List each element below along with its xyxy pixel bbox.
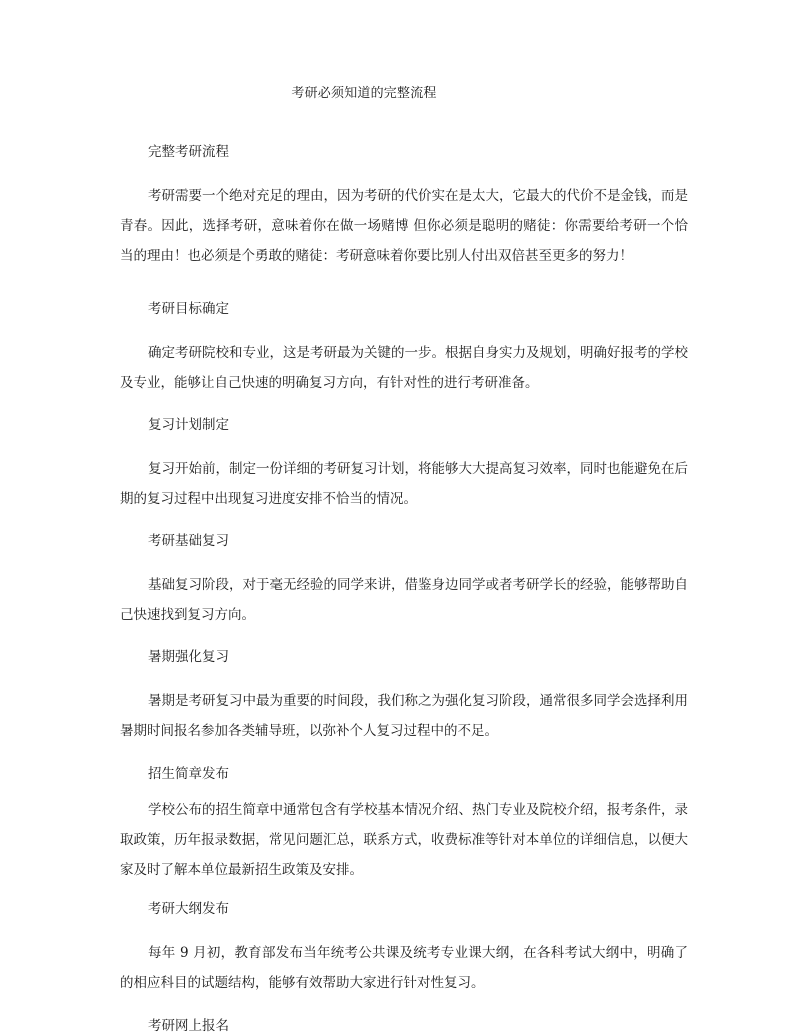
section-body-3: 复习开始前，制定一份详细的考研复习计划，将能够大大提高复习效率，同时也能避免在后期的复习过程中出现复习进度安排不恰当的情况。: [120, 461, 688, 507]
section-heading-2: 考研目标确定: [148, 301, 229, 317]
section-body-1: 考研需要一个绝对充足的理由，因为考研的代价实在是太大，它最大的代价不是金钱，而是青春。因此，选择考研，意味着你在做一场赌博 但你必须是聪明的赌徒：你需要给考研一个恰当的理由！也必须是个勇敢的赌徒：考研意味着你要比别人付出双倍甚至更多的努力！: [120, 188, 688, 264]
section-body-6: 学校公布的招生简章中通常包含有学校基本情况介绍、热门专业及院校介绍，报考条件，录取政策，历年报录数据，常见问题汇总，联系方式，收费标准等针对本单位的详细信息，以便大家及时了解本单位最新招生政策及安排。: [120, 802, 688, 878]
section-body-4: 基础复习阶段，对于毫无经验的同学来讲，借鉴身边同学或者考研学长的经验，能够帮助自己快速找到复习方向。: [120, 577, 688, 623]
section-heading-7: 考研大纲发布: [148, 901, 229, 917]
section-heading-8: 考研网上报名: [148, 1018, 229, 1034]
section-heading-6: 招生简章发布: [148, 766, 229, 782]
section-body-5: 暑期是考研复习中最为重要的时间段，我们称之为强化复习阶段，通常很多同学会选择利用暑期时间报名参加各类辅导班，以弥补个人复习过程中的不足。: [120, 693, 688, 739]
section-heading-1: 完整考研流程: [148, 144, 229, 160]
section-body-7: 每年 9 月初，教育部发布当年统考公共课及统考专业课大纲，在各科考试大纲中，明确了的相应科目的试题结构，能够有效帮助大家进行针对性复习。: [120, 945, 688, 991]
section-heading-5: 暑期强化复习: [148, 649, 229, 665]
section-heading-3: 复习计划制定: [148, 417, 229, 433]
section-body-2: 确定考研院校和专业，这是考研最为关键的一步。根据自身实力及规划，明确好报考的学校及专业，能够让自己快速的明确复习方向，有针对性的进行考研准备。: [120, 345, 688, 391]
document-title: 考研必须知道的完整流程: [291, 86, 437, 101]
section-heading-4: 考研基础复习: [148, 533, 229, 549]
